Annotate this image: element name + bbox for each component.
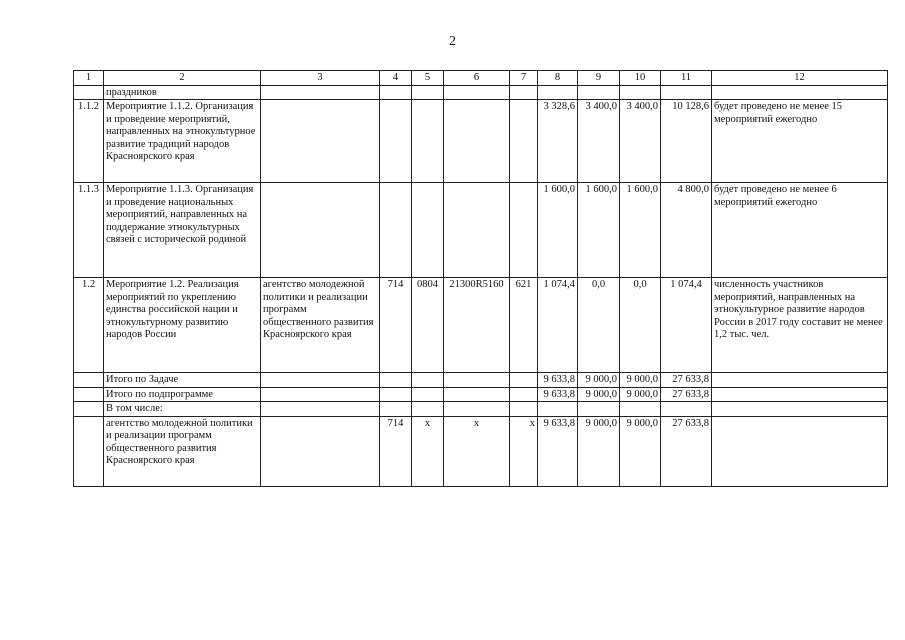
table-row bbox=[74, 373, 888, 388]
row-title: Мероприятие 1.2. Реализация мероприятий по укреплению единства российской нации и этнокультурному развитию народов России bbox=[104, 278, 261, 373]
code-cell: х bbox=[412, 416, 444, 486]
code-cell: х bbox=[444, 416, 510, 486]
value-cell: 9 000,0 bbox=[578, 373, 620, 388]
table-row bbox=[74, 85, 888, 100]
value-cell: 0,0 bbox=[620, 278, 661, 373]
value-cell: 9 633,8 bbox=[538, 373, 578, 388]
value-cell: 9 000,0 bbox=[620, 416, 661, 486]
value-cell: 27 633,8 bbox=[661, 373, 712, 388]
value-cell: 9 633,8 bbox=[538, 416, 578, 486]
row-text: праздников bbox=[104, 85, 261, 100]
row-title: Мероприятие 1.1.3. Организация и проведение национальных мероприятий, направленных на поддержание этнокультурных связей с исторической родиной bbox=[104, 183, 261, 278]
total-label: Итого по подпрограмме bbox=[104, 387, 261, 402]
table-row bbox=[74, 416, 888, 486]
table-row bbox=[74, 278, 888, 373]
value-cell: 9 633,8 bbox=[538, 387, 578, 402]
code-cell: 714 bbox=[380, 416, 412, 486]
column-header: 1 bbox=[74, 71, 104, 86]
value-cell: 27 633,8 bbox=[661, 416, 712, 486]
row-number: 1.1.3 bbox=[74, 183, 104, 278]
value-cell: 1 600,0 bbox=[578, 183, 620, 278]
column-header: 8 bbox=[538, 71, 578, 86]
code-cell: х bbox=[510, 416, 538, 486]
table-row bbox=[74, 387, 888, 402]
value-cell: 3 328,6 bbox=[538, 100, 578, 183]
value-cell: 9 000,0 bbox=[620, 387, 661, 402]
column-header: 2 bbox=[104, 71, 261, 86]
column-header: 7 bbox=[510, 71, 538, 86]
value-cell: 0,0 bbox=[578, 278, 620, 373]
value-cell: 9 000,0 bbox=[578, 416, 620, 486]
column-header: 12 bbox=[712, 71, 888, 86]
value-cell: 3 400,0 bbox=[578, 100, 620, 183]
column-header: 6 bbox=[444, 71, 510, 86]
column-header: 4 bbox=[380, 71, 412, 86]
value-cell: 3 400,0 bbox=[620, 100, 661, 183]
column-header: 3 bbox=[261, 71, 380, 86]
column-header: 5 bbox=[412, 71, 444, 86]
table-row bbox=[74, 100, 888, 183]
code-cell: 714 bbox=[380, 278, 412, 373]
budget-table bbox=[73, 70, 888, 487]
column-header: 11 bbox=[661, 71, 712, 86]
value-cell: 1 600,0 bbox=[538, 183, 578, 278]
code-cell: 0804 bbox=[412, 278, 444, 373]
row-number: 1.1.2 bbox=[74, 100, 104, 183]
value-cell: 9 000,0 bbox=[620, 373, 661, 388]
code-cell: 621 bbox=[510, 278, 538, 373]
result-cell: численность участников мероприятий, направленных на этнокультурное развитие народов России в 2017 году составит не менее 1,2 тыс. чел. bbox=[712, 278, 888, 373]
row-number: 1.2 bbox=[74, 278, 104, 373]
table-row bbox=[74, 183, 888, 278]
responsible-cell: агентство молодежной политики и реализации программ общественного развития Красноярского края bbox=[261, 278, 380, 373]
code-cell: 21300R5160 bbox=[444, 278, 510, 373]
result-cell: будет проведено не менее 6 мероприятий ежегодно bbox=[712, 183, 888, 278]
total-label: Итого по Задаче bbox=[104, 373, 261, 388]
value-cell: 10 128,6 bbox=[661, 100, 712, 183]
result-cell: будет проведено не менее 15 мероприятий ежегодно bbox=[712, 100, 888, 183]
value-cell: 1 600,0 bbox=[620, 183, 661, 278]
agency-label: агентство молодежной политики и реализации программ общественного развития Красноярского края bbox=[104, 416, 261, 486]
subtotal-label: В том числе: bbox=[104, 402, 261, 417]
value-cell: 1 074,4 bbox=[661, 278, 712, 373]
page-number: 2 bbox=[449, 34, 456, 49]
column-header: 9 bbox=[578, 71, 620, 86]
value-cell: 4 800,0 bbox=[661, 183, 712, 278]
value-cell: 27 633,8 bbox=[661, 387, 712, 402]
value-cell: 1 074,4 bbox=[538, 278, 578, 373]
column-header: 10 bbox=[620, 71, 661, 86]
column-number-row bbox=[74, 71, 888, 86]
table-row bbox=[74, 402, 888, 417]
value-cell: 9 000,0 bbox=[578, 387, 620, 402]
row-title: Мероприятие 1.1.2. Организация и проведение мероприятий, направленных на этнокультурное развитие традиций народов Красноярского края bbox=[104, 100, 261, 183]
